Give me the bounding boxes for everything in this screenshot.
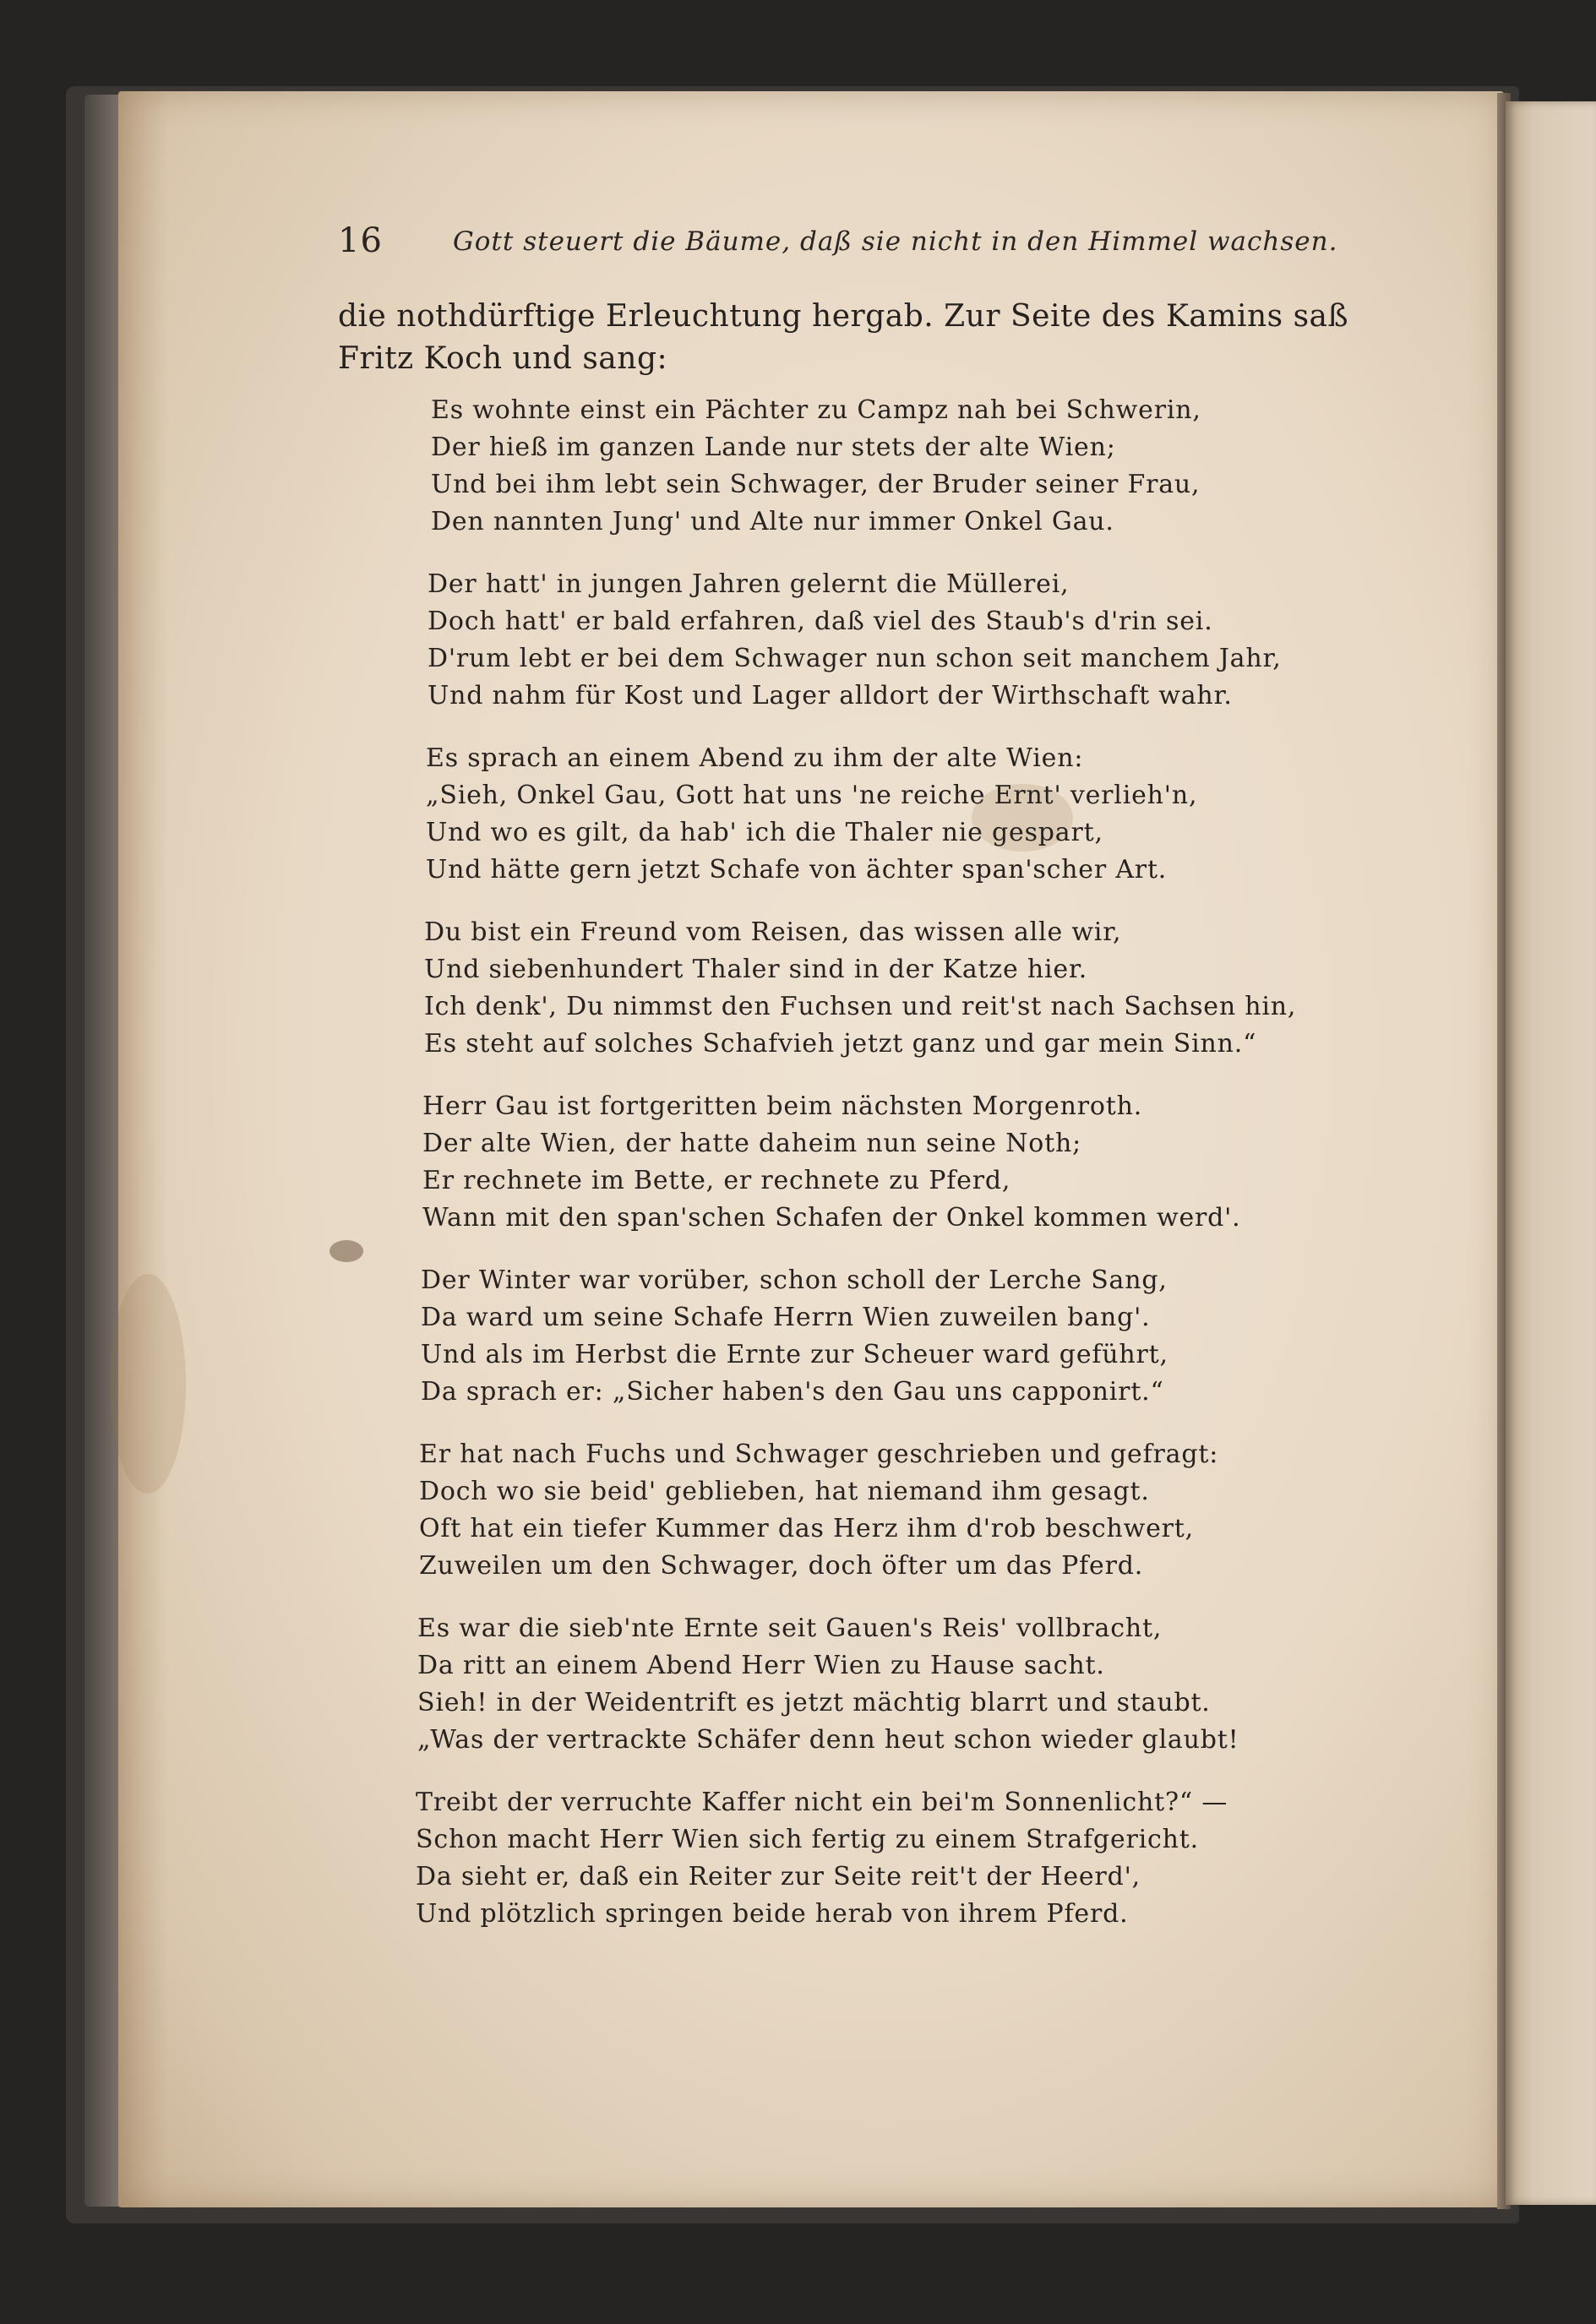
verse-line: Es sprach an einem Abend zu ihm der alte Wien: — [426, 743, 1084, 773]
verse-line: Der Winter war vorüber, schon scholl der Lerche Sang, — [421, 1265, 1168, 1295]
verse-line: Der hieß im ganzen Lande nur stets der alte Wien; — [431, 433, 1116, 462]
stanza-9 — [416, 1784, 1301, 1933]
paper-stain — [110, 1274, 186, 1494]
verse-line: Da sprach er: „Sicher haben's den Gau uns capponirt.“ — [421, 1377, 1164, 1407]
verse-line: „Was der vertrackte Schäfer denn heut schon wieder glaubt! — [417, 1725, 1239, 1755]
stanza-1 — [431, 392, 1301, 541]
verse-line: Schon macht Herr Wien sich fertig zu einem Strafgericht. — [416, 1825, 1199, 1854]
verse-line: Und bei ihm lebt sein Schwager, der Bruder seiner Frau, — [431, 470, 1201, 499]
verse-line: Doch wo sie beid' geblieben, hat niemand ihm gesagt. — [419, 1477, 1150, 1506]
verse-line: Da ward um seine Schafe Herrn Wien zuweilen bang'. — [421, 1303, 1151, 1332]
verse-line: Und siebenhundert Thaler sind in der Katze hier. — [424, 955, 1088, 984]
verse-line: Treibt der verruchte Kaffer nicht ein bei'm Sonnenlicht?“ — — [416, 1788, 1228, 1817]
stanza-5 — [422, 1088, 1301, 1237]
verse-line: Ich denk', Du nimmst den Fuchsen und reit'st nach Sachsen hin, — [424, 992, 1297, 1021]
verse-line: Du bist ein Freund vom Reisen, das wissen alle wir, — [424, 917, 1122, 947]
prose-paragraph — [338, 296, 1352, 380]
verse-line: Er rechnete im Bette, er rechnete zu Pferd, — [422, 1166, 1011, 1195]
verse-line: Und plötzlich springen beide herab von ihrem Pferd. — [416, 1899, 1129, 1929]
verse-line: Es war die sieb'nte Ernte seit Gauen's Reis' vollbracht, — [417, 1614, 1163, 1643]
stanza-6 — [421, 1262, 1301, 1411]
stanza-7 — [419, 1436, 1301, 1585]
verse-line: Oft hat ein tiefer Kummer das Herz ihm d'rob beschwert, — [419, 1514, 1194, 1543]
verse-line: D'rum lebt er bei dem Schwager nun schon seit manchem Jahr, — [428, 644, 1282, 673]
stanza-8 — [417, 1610, 1301, 1759]
verse-line: Es steht auf solches Schafvieh jetzt ganz und gar mein Sinn.“ — [424, 1029, 1257, 1059]
verse-line: Doch hatt' er bald erfahren, daß viel des Staub's d'rin sei. — [428, 607, 1213, 636]
paper-spot — [330, 1240, 363, 1262]
verse-line: Und als im Herbst die Ernte zur Scheuer ward geführt, — [421, 1340, 1168, 1369]
verse-line: Sieh! in der Weidentrift es jetzt mächtig blarrt und staubt. — [417, 1688, 1211, 1717]
page-header — [338, 221, 1338, 272]
prose-text: die nothdürftige Erleuchtung hergab. Zur Seite des Kamins saß Fritz Koch und sang: — [338, 299, 1349, 376]
verse-line: Der hatt' in jungen Jahren gelernt die Müllerei, — [428, 569, 1070, 599]
verse-line: Und hätte gern jetzt Schafe von ächter span'scher Art. — [426, 855, 1168, 884]
adjacent-page-edge — [1506, 101, 1596, 2205]
verse-line: Der alte Wien, der hatte daheim nun seine Noth; — [422, 1129, 1081, 1158]
verse-line: Wann mit den span'schen Schafen der Onkel kommen werd'. — [422, 1203, 1241, 1233]
stanza-4 — [424, 914, 1301, 1063]
running-title: Gott steuert die Bäume, daß sie nicht in den Himmel wachsen. — [453, 226, 1338, 257]
poem — [416, 392, 1301, 1958]
verse-line: Den nannten Jung' und Alte nur immer Onkel Gau. — [431, 507, 1114, 536]
page-number: 16 — [338, 221, 383, 260]
verse-line: Es wohnte einst ein Pächter zu Campz nah bei Schwerin, — [431, 395, 1201, 425]
verse-line: Und nahm für Kost und Lager alldort der Wirthschaft wahr. — [428, 681, 1233, 710]
verse-line: Er hat nach Fuchs und Schwager geschrieben und gefragt: — [419, 1440, 1219, 1469]
verse-line: „Sieh, Onkel Gau, Gott hat uns 'ne reiche Ernt' verlieh'n, — [426, 781, 1198, 810]
verse-line: Zuweilen um den Schwager, doch öfter um das Pferd. — [419, 1551, 1144, 1581]
verse-line: Da ritt an einem Abend Herr Wien zu Hause sacht. — [417, 1651, 1105, 1680]
verse-line: Und wo es gilt, da hab' ich die Thaler nie gespart, — [426, 818, 1103, 847]
verse-line: Da sieht er, daß ein Reiter zur Seite reit't der Heerd', — [416, 1862, 1141, 1891]
stanza-3 — [426, 740, 1301, 889]
stanza-2 — [428, 566, 1301, 715]
verse-line: Herr Gau ist fortgeritten beim nächsten Morgenroth. — [422, 1091, 1143, 1121]
